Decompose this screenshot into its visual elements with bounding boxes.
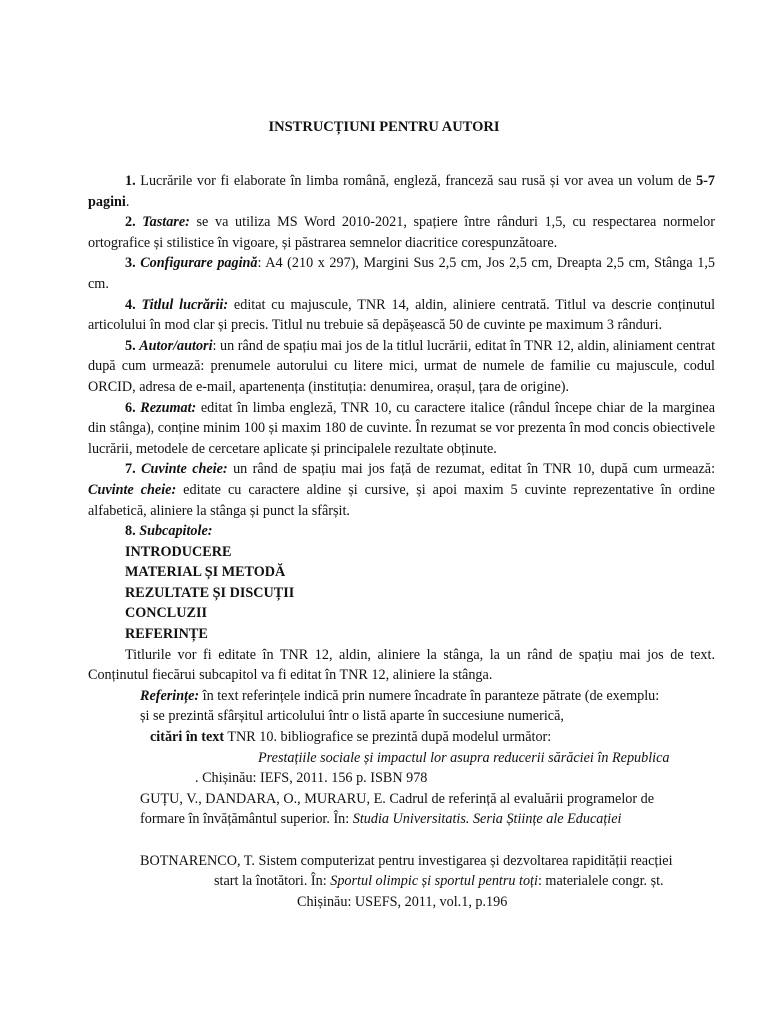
references-line-1: în text referințele indică prin numere încadrate în paranteze pătrate (de exemplu:	[199, 687, 660, 704]
reference-example-3-line-3: Chișinău: USEFS, 2011, vol.1, p.196	[297, 893, 508, 910]
item-1-number: 1.	[125, 173, 136, 189]
reference-example-3-line-2	[88, 871, 715, 892]
reference-example-3-line-1: BOTNARENCO, T. Sistem computerizat pentru investigarea și dezvoltarea rapidității reacției	[140, 852, 673, 869]
reference-example-3-text: start la înotători. În:	[214, 873, 331, 890]
item-7-label-2: Cuvinte cheie:	[88, 481, 177, 498]
item-5-number: 5.	[125, 337, 136, 354]
citations-line	[88, 727, 715, 748]
references-label: Referințe:	[140, 687, 200, 704]
references-line-2: și se prezintă sfârșitul articolului într o listă aparte în succesiune numerică,	[140, 708, 564, 725]
item-5-label: Autor/autori	[139, 337, 213, 354]
item-4-text: editat cu majuscule, TNR 14, aldin, aliniere centrată. Titlul va descrie conținutul articolului în mod clar și precis. Titlul nu trebuie să depășească 50 de cuvinte pe maximum 3 rânduri.	[88, 296, 716, 334]
reference-example-2-line-1: GUȚU, V., DANDARA, O., MURARU, E. Cadrul de referință al evaluării programelor de	[140, 790, 655, 807]
reference-example-3-source: Sportul olimpic și sportul pentru toți	[330, 873, 538, 890]
reference-example-2-line-2	[88, 809, 715, 830]
item-6-text: editat în limba engleză, TNR 10, cu caractere italice (rândul începe chiar de la marginea din stânga), conține minim 100 și maxim 180 de cuvinte. În rezumat se vor prezenta în mod concis obiectivele lucrării, metodele de cercetare aplicate și principalele rezultate obținute.	[88, 399, 716, 457]
subchapter-heading: REFERINȚE	[125, 626, 208, 643]
item-3	[88, 253, 715, 294]
item-8-number: 8.	[125, 523, 136, 540]
item-3-number: 3.	[125, 255, 136, 272]
subchapter-heading: REZULTATE ȘI DISCUȚII	[125, 584, 295, 601]
item-1-text: Lucrările vor fi elaborate în limba română, engleză, franceză sau rusă și vor avea un volum de	[135, 173, 697, 189]
item-6	[88, 398, 715, 460]
item-6-label: Rezumat:	[140, 399, 197, 416]
reference-example-1-title: Prestațiile sociale și impactul lor asupra reducerii sărăciei în Republica	[258, 749, 670, 766]
item-3-label: Configurare pagină	[140, 255, 258, 272]
item-6-number: 6.	[125, 399, 136, 416]
reference-example-1-details: . Chișinău: IEFS, 2011. 156 p. ISBN 978	[195, 770, 428, 787]
item-8-label: Subcapitole:	[139, 523, 213, 540]
item-4	[88, 295, 715, 336]
item-2-text: se va utiliza MS Word 2010-2021, spațiere între rânduri 1,5, cu respectarea normelor ortografice și stilistice în vigoare, și păstrarea semnelor diacritice corespunzătoare.	[88, 214, 715, 251]
item-5-text: : un rând de spațiu mai jos de la titlul lucrării, editat în TNR 12, aldin, aliniament centrat după cum urmează: prenumele autorului cu litere mici, urmat de numele de familie cu majuscule, codul ORCID, adresa de e-mail, apartenența (instituția: denumirea, orașul, țara de origine).	[88, 337, 716, 395]
page-title: INSTRUCȚIUNI PENTRU AUTORI	[268, 119, 500, 135]
item-2	[88, 212, 715, 253]
item-5	[88, 336, 715, 398]
item-7-text: un rând de spațiu mai jos față de rezumat, editat în TNR 10, după cum urmează:	[227, 461, 716, 478]
item-8	[88, 521, 715, 542]
reference-example-3-text-b: : materialele congr. șt.	[537, 873, 664, 890]
references-intro	[88, 686, 715, 707]
reference-example-2-journal: Studia Universitatis. Seria Științe ale Educației	[352, 811, 622, 828]
item-2-number: 2.	[125, 214, 136, 231]
subchapter-heading: CONCLUZII	[125, 605, 207, 622]
item-8-text: Titlurile vor fi editate în TNR 12, aldin, aliniere la stânga, la un rând de spațiu mai jos de text. Conținutul fiecărui subcapitol va fi editat în TNR 12, aliniere la stânga.	[88, 646, 715, 684]
citations-label: citări în text	[150, 729, 225, 746]
item-7	[88, 459, 715, 521]
document-body	[88, 171, 715, 912]
item-4-number: 4.	[125, 296, 136, 313]
item-7-number: 7.	[125, 461, 136, 478]
spacer	[88, 830, 715, 851]
subchapter-heading: MATERIAL ȘI METODĂ	[125, 564, 286, 581]
item-1-bold: 5-7 pagini	[88, 173, 715, 210]
item-1	[88, 171, 715, 212]
item-4-label: Titlul lucrării:	[141, 296, 229, 313]
reference-example-2-text: formare în învățământul superior. În:	[140, 811, 353, 828]
item-1-end: .	[125, 193, 130, 210]
subchapter-heading: INTRODUCERE	[125, 543, 232, 560]
citations-text: TNR 10. bibliografice se prezintă după modelul următor:	[224, 729, 552, 746]
item-3-text: : A4 (210 x 297), Margini Sus 2,5 cm, Jos 2,5 cm, Dreapta 2,5 cm, Stânga 1,5 cm.	[88, 255, 715, 292]
item-2-label: Tastare:	[142, 214, 190, 231]
item-7-text-2: editate cu caractere aldine și cursive, și apoi maxim 5 cuvinte reprezentative în ordine alfabetică, aliniere la stânga și punct la sfârșit.	[88, 481, 715, 519]
item-7-label: Cuvinte cheie:	[141, 461, 228, 478]
